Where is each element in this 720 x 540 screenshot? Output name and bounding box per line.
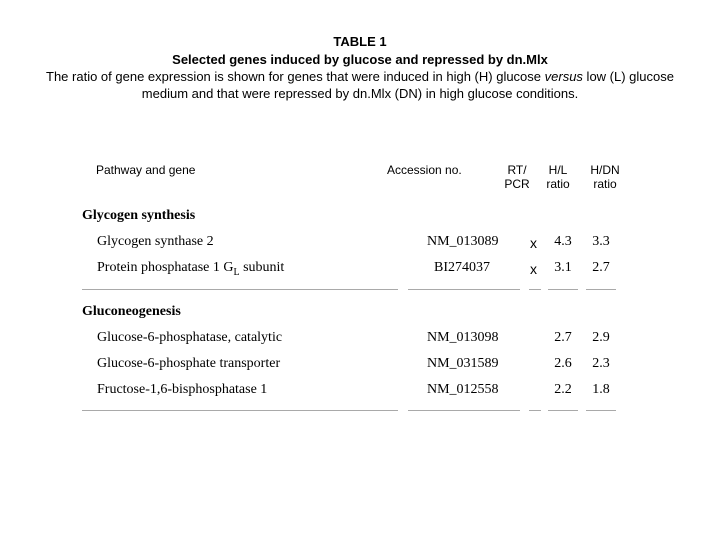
header-rtpcr-line1: RT/ — [507, 163, 527, 177]
header-rtpcr-line2: PCR — [504, 177, 530, 191]
description-text-2: low (L) glucose medium and that were repressed by dn.Mlx (DN) in high glucose conditions. — [141, 69, 674, 101]
section-divider-hdn-column — [586, 289, 616, 290]
hdn-ratio-value: 3.3 — [592, 234, 610, 249]
hdn-ratio-value: 2.7 — [592, 260, 610, 275]
section-divider-hl-column — [548, 289, 578, 290]
section-heading-glycogen-synthesis: Glycogen synthesis — [82, 208, 196, 223]
header-hl-line2: ratio — [546, 177, 570, 191]
rtpcr-mark: x — [530, 261, 537, 277]
description-text-1: The ratio of gene expression is shown for genes that were induced in high (H) glucose — [46, 69, 545, 84]
section-divider-gene-column — [82, 289, 398, 290]
header-accession: Accession no. — [387, 163, 462, 177]
section-divider-rtpcr-column — [529, 289, 541, 290]
header-hl-line1: H/L — [548, 163, 568, 177]
gene-name: Glycogen synthase 2 — [97, 234, 214, 249]
header-pathway: Pathway and gene — [96, 163, 196, 177]
hdn-ratio-value: 2.3 — [592, 356, 610, 371]
hl-ratio-value: 3.1 — [554, 260, 572, 275]
section-divider-hdn-column — [586, 410, 616, 411]
hdn-ratio-value: 1.8 — [592, 382, 610, 397]
gene-name: Fructose-1,6-bisphosphatase 1 — [97, 382, 268, 397]
gene-name-suffix: subunit — [239, 260, 285, 275]
table-description — [30, 68, 690, 102]
gene-name-subscript: L — [233, 266, 240, 278]
rtpcr-mark: x — [530, 235, 537, 251]
hl-ratio-value: 2.2 — [554, 382, 572, 397]
accession-number: NM_012558 — [427, 382, 499, 397]
hl-ratio-value: 2.6 — [554, 356, 572, 371]
accession-number: NM_031589 — [427, 356, 499, 371]
gene-name: Glucose-6-phosphatase, catalytic — [97, 330, 283, 345]
section-divider-accession-column — [408, 289, 520, 290]
hl-ratio-value: 2.7 — [554, 330, 572, 345]
section-divider-rtpcr-column — [529, 410, 541, 411]
hl-ratio-value: 4.3 — [554, 234, 572, 249]
header-hl-ratio — [540, 163, 576, 191]
table-title: TABLE 1 — [333, 34, 387, 49]
hdn-ratio-value: 2.9 — [592, 330, 610, 345]
header-rtpcr — [500, 163, 534, 191]
accession-number: NM_013098 — [427, 330, 499, 345]
table-subtitle: Selected genes induced by glucose and repressed by dn.Mlx — [172, 52, 548, 67]
header-hdn-line1: H/DN — [590, 163, 620, 177]
header-hdn-ratio — [584, 163, 626, 191]
description-italic: versus — [544, 69, 583, 84]
section-divider-accession-column — [408, 410, 520, 411]
header-hdn-line2: ratio — [593, 177, 617, 191]
section-heading-gluconeogenesis: Gluconeogenesis — [82, 304, 181, 319]
gene-name: Glucose-6-phosphate transporter — [97, 356, 281, 371]
gene-name — [97, 260, 284, 278]
gene-name-main: Protein phosphatase 1 G — [97, 260, 234, 275]
accession-number: BI274037 — [434, 260, 490, 275]
section-divider-hl-column — [548, 410, 578, 411]
section-divider-gene-column — [82, 410, 398, 411]
accession-number: NM_013089 — [427, 234, 499, 249]
